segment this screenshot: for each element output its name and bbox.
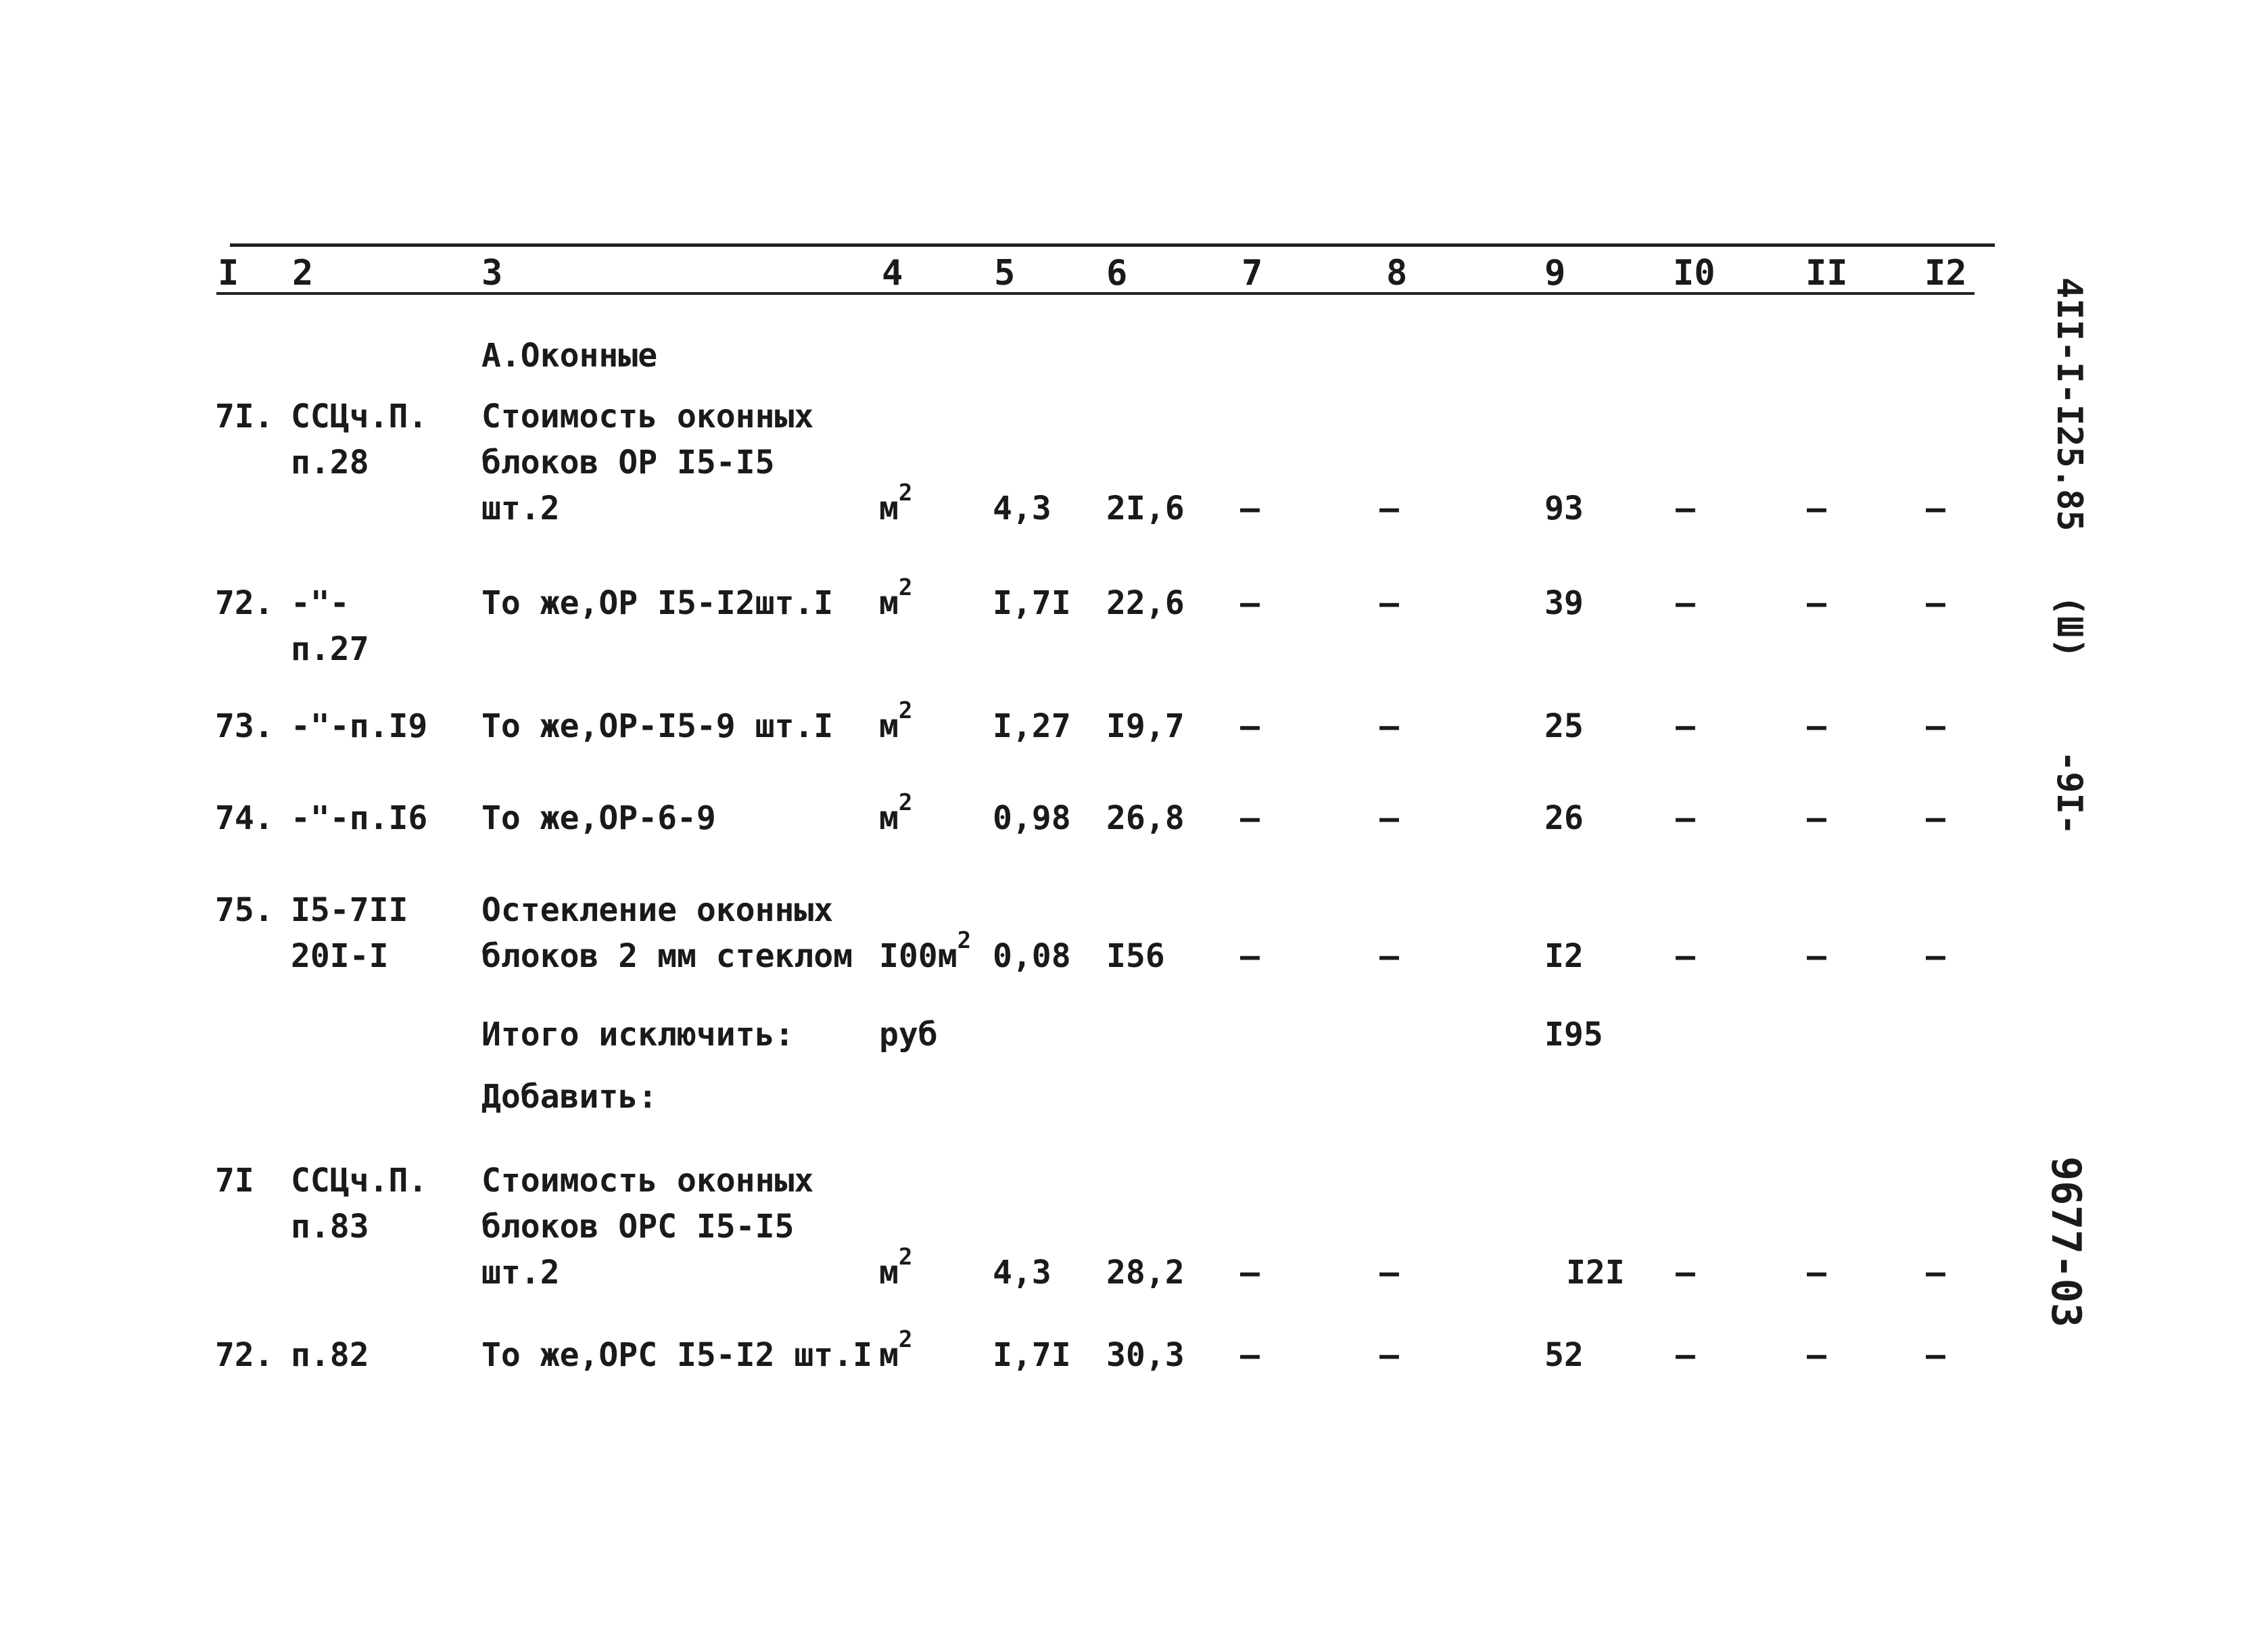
row-description: шт.2 (481, 1254, 560, 1292)
row-number: 7I (215, 1162, 254, 1200)
row-description: блоков 2 мм стеклом (481, 937, 853, 975)
row-code: п.83 (291, 1208, 369, 1246)
row-unit: $м^2$ (879, 789, 913, 837)
row-col6: 22,6 (1106, 584, 1185, 622)
row-col7: – (1240, 707, 1260, 745)
row-col9: 52 (1544, 1336, 1584, 1374)
row-unit: $м^2$ (879, 574, 913, 622)
row-description: То же,ОР-6-9 (481, 799, 716, 837)
row-col12: – (1926, 707, 1945, 745)
row-col8: – (1379, 937, 1399, 975)
row-col10: – (1676, 799, 1695, 837)
row-number: 75. (215, 891, 274, 929)
col-header-10: I0 (1673, 253, 1716, 293)
row-description: То же,ОРС I5-I2 шт.I (481, 1336, 872, 1374)
row-col6: I56 (1106, 937, 1165, 975)
row-col11: – (1807, 707, 1826, 745)
total-label: Итого исключить: (481, 1016, 795, 1054)
row-col11: – (1807, 799, 1826, 837)
row-col9: I2 (1544, 937, 1584, 975)
row-col10: – (1676, 490, 1695, 527)
col-header-4: 4 (882, 253, 903, 293)
row-col9: 93 (1544, 490, 1584, 527)
row-col10: – (1676, 1336, 1695, 1374)
row-col12: – (1926, 1336, 1945, 1374)
row-col9: 39 (1544, 584, 1584, 622)
row-number: 7I. (215, 398, 274, 435)
row-col10: – (1676, 707, 1695, 745)
section-title: А.Оконные (481, 337, 658, 375)
row-code: п.82 (291, 1336, 369, 1374)
row-col10: – (1676, 937, 1695, 975)
page-number: -9I- (2049, 751, 2089, 836)
row-code: п.27 (291, 630, 369, 668)
col-header-3: 3 (481, 253, 503, 293)
row-col9: 26 (1544, 799, 1584, 837)
row-code: -"- (291, 584, 350, 622)
col-header-9: 9 (1544, 253, 1566, 293)
row-col5: 0,98 (993, 799, 1071, 837)
row-col6: 2I,6 (1106, 490, 1185, 527)
row-col12: – (1926, 937, 1945, 975)
col-header-5: 5 (994, 253, 1016, 293)
row-code: I5-7II (291, 891, 408, 929)
row-col11: – (1807, 584, 1826, 622)
row-code: ССЦч.П. (291, 398, 428, 435)
row-col12: – (1926, 584, 1945, 622)
col-header-6: 6 (1106, 253, 1128, 293)
row-description: Стоимость оконных (481, 1162, 814, 1200)
col-header-8: 8 (1386, 253, 1408, 293)
row-number: 72. (215, 584, 274, 622)
row-number: 74. (215, 799, 274, 837)
row-col9: I2I (1566, 1254, 1625, 1292)
row-col11: – (1807, 490, 1826, 527)
row-description: Остекление оконных (481, 891, 834, 929)
row-col7: – (1240, 937, 1260, 975)
row-col8: – (1379, 490, 1399, 527)
row-col8: – (1379, 584, 1399, 622)
row-code: п.28 (291, 444, 369, 481)
row-description: шт.2 (481, 490, 560, 527)
row-description: То же,ОР I5-I2шт.I (481, 584, 834, 622)
row-unit: $I00м^2$ (879, 927, 972, 975)
row-col12: – (1926, 490, 1945, 527)
row-col8: – (1379, 1254, 1399, 1292)
row-col6: I9,7 (1106, 707, 1185, 745)
row-col11: – (1807, 1336, 1826, 1374)
row-col9: 25 (1544, 707, 1584, 745)
col-header-7: 7 (1242, 253, 1263, 293)
row-col12: – (1926, 799, 1945, 837)
row-code: 20I-I (291, 937, 389, 975)
row-col5: I,7I (993, 1336, 1071, 1374)
row-col10: – (1676, 1254, 1695, 1292)
row-col5: I,7I (993, 584, 1071, 622)
row-col5: 4,3 (993, 1254, 1052, 1292)
row-number: 73. (215, 707, 274, 745)
volume-label: (Ш) (2049, 595, 2089, 659)
row-code: -"-п.I9 (291, 707, 428, 745)
row-unit: $м^2$ (879, 479, 913, 527)
row-col5: I,27 (993, 707, 1071, 745)
row-col7: – (1240, 584, 1260, 622)
row-col6: 28,2 (1106, 1254, 1185, 1292)
row-col7: – (1240, 799, 1260, 837)
row-col7: – (1240, 1254, 1260, 1292)
row-col5: 0,08 (993, 937, 1071, 975)
row-col8: – (1379, 799, 1399, 837)
row-col11: – (1807, 937, 1826, 975)
row-code: ССЦч.П. (291, 1162, 428, 1200)
doc-code-label: 4II-I-I25.85 (2049, 277, 2089, 532)
row-col8: – (1379, 1336, 1399, 1374)
row-col6: 30,3 (1106, 1336, 1185, 1374)
row-unit: $м^2$ (879, 1244, 913, 1292)
row-description: Стоимость оконных (481, 398, 814, 435)
row-description: блоков ОРС I5-I5 (481, 1208, 795, 1246)
top-rule (230, 243, 1995, 247)
total-unit: руб (879, 1016, 938, 1054)
row-unit: $м^2$ (879, 1326, 913, 1374)
row-col10: – (1676, 584, 1695, 622)
row-unit: $м^2$ (879, 697, 913, 745)
row-col7: – (1240, 490, 1260, 527)
col-header-11: II (1805, 253, 1848, 293)
row-col7: – (1240, 1336, 1260, 1374)
col-header-12: I2 (1924, 253, 1967, 293)
row-description: блоков ОР I5-I5 (481, 444, 775, 481)
add-label: Добавить: (481, 1078, 658, 1116)
row-code: -"-п.I6 (291, 799, 428, 837)
col-header-1: I (218, 253, 239, 293)
archive-number: 9677-03 (2042, 1156, 2089, 1327)
row-col6: 26,8 (1106, 799, 1185, 837)
row-col5: 4,3 (993, 490, 1052, 527)
row-col11: – (1807, 1254, 1826, 1292)
total-value: I95 (1544, 1016, 1603, 1054)
row-col12: – (1926, 1254, 1945, 1292)
col-header-2: 2 (292, 253, 314, 293)
row-number: 72. (215, 1336, 274, 1374)
row-col8: – (1379, 707, 1399, 745)
row-description: То же,ОР-I5-9 шт.I (481, 707, 834, 745)
